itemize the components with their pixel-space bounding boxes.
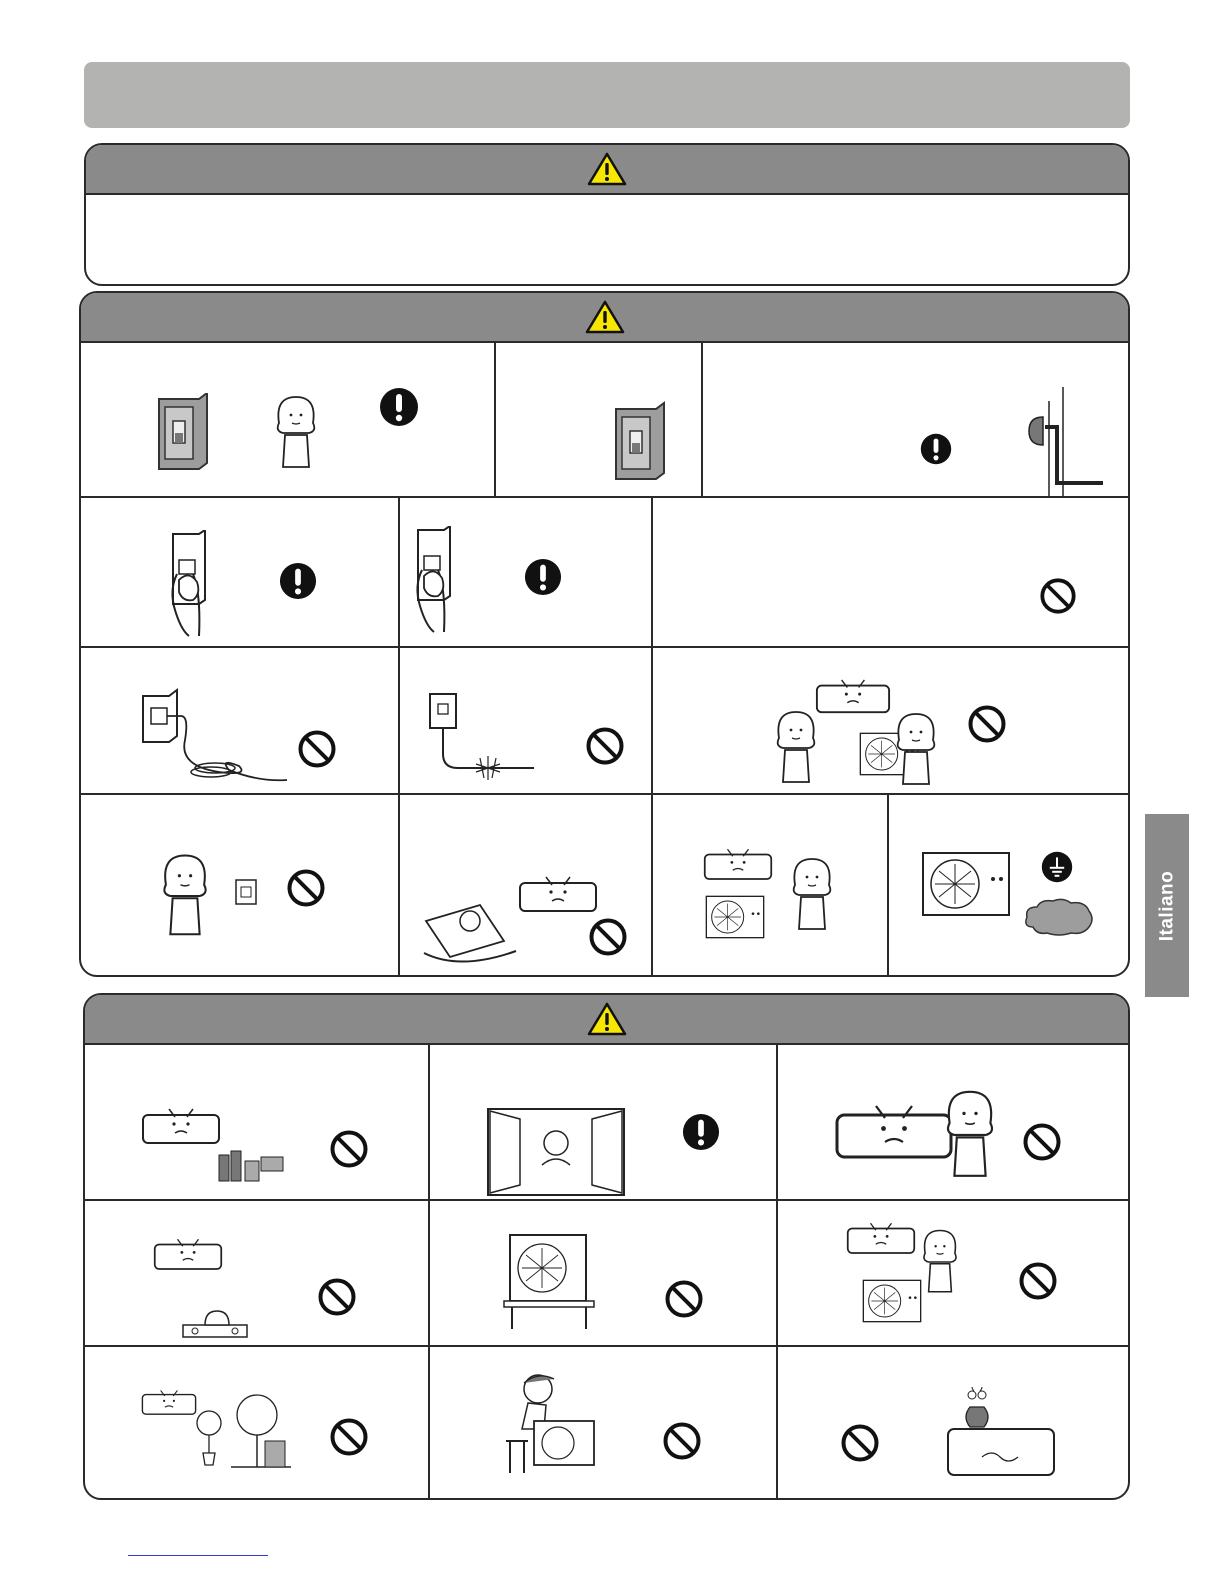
language-tab-label: Italiano [1156,870,1178,941]
child-illustration [891,710,941,790]
person-illustration [940,1087,1000,1183]
prohibited-icon [588,917,628,957]
exclamation-icon [279,562,317,600]
warning-item-wet-hands [81,795,398,977]
child-on-unit-illustration [500,1369,600,1473]
prohibited-icon [1018,1261,1058,1301]
warning-item-no-extension [653,498,1130,646]
language-tab [1145,814,1189,997]
prohibited-icon [297,729,337,769]
person-illustration [787,847,837,943]
food-items-illustration [217,1143,287,1183]
exclamation-icon [920,433,952,465]
exclamation-icon [524,558,562,596]
indoor-unit-illustration [153,1237,223,1273]
caution-panel [83,993,1130,1500]
prohibited-icon [840,1423,880,1463]
person-illustration [918,1227,962,1297]
damaged-cable-illustration [424,692,534,792]
exclamation-icon [682,1113,720,1151]
caution-item-no-heat-source [85,1201,428,1345]
attention-panel-header [86,145,1128,195]
warning-item-grounding [889,795,1130,977]
exclamation-icon [379,387,419,427]
footer-link-underline [128,1555,268,1556]
circuit-breaker-illustration [155,393,215,473]
warning-item-breaker-switch [81,343,494,496]
wall-socket-illustration [235,879,257,905]
caution-item-no-wet-cleaning [778,1045,1130,1199]
warning-item-hands-off [653,795,887,977]
caution-item-stable-mount [430,1201,776,1345]
wall-hole-illustration [1023,387,1103,497]
warning-triangle-icon [587,152,627,186]
prohibited-icon [1022,1122,1062,1162]
ground-icon [1041,851,1073,883]
warning-item-no-poking [653,648,1130,793]
cloud-illustration [1023,897,1095,937]
person-illustration [155,851,215,941]
prohibited-icon [664,1279,704,1319]
attention-panel [84,143,1130,286]
plug-hand-illustration [159,530,219,640]
warning-item-wall-pipe [703,343,1130,496]
baby-cradle-illustration [420,891,520,971]
caution-item-no-spray [778,1201,1130,1345]
prohibited-icon [329,1129,369,1169]
open-window-illustration [486,1105,626,1197]
outdoor-unit-illustration [921,849,1011,919]
warning-item-main-breaker [496,343,701,496]
caution-item-no-food-storage [85,1045,428,1199]
indoor-unit-illustration [846,1221,916,1257]
indoor-unit-illustration [518,875,598,915]
caution-item-no-climbing [430,1347,776,1500]
warning-item-damaged-cord [400,648,651,793]
warning-item-plug-remove [400,498,651,646]
prohibited-icon [967,704,1007,744]
caution-item-no-plants-animals [85,1347,428,1500]
prohibited-icon [585,726,625,766]
warning-panel [79,291,1130,977]
plants-illustration [191,1393,291,1469]
outdoor-unit-illustration [705,893,765,941]
coiled-cable-illustration [139,686,289,786]
prohibited-icon [329,1417,369,1457]
child-illustration [771,708,821,788]
indoor-unit-illustration [813,678,893,716]
warning-item-plug-insert [81,498,398,646]
gas-stove-illustration [181,1305,251,1341]
warning-item-coiled-cord [81,648,398,793]
outdoor-unit-on-stand-illustration [502,1231,608,1331]
prohibited-icon [317,1277,357,1317]
indoor-unit-illustration [141,1107,221,1147]
prohibited-icon [286,868,326,908]
outdoor-unit-illustration [862,1275,922,1327]
prohibited-icon [662,1421,702,1461]
plug-hand-illustration [404,526,464,636]
caution-panel-header [85,995,1128,1045]
warning-item-baby-airflow [400,795,651,977]
prohibited-icon [1039,577,1077,615]
circuit-breaker-illustration [612,395,672,491]
indoor-unit-illustration [834,1101,954,1165]
caution-item-no-objects-on-top [778,1347,1130,1500]
caution-item-ventilate-room [430,1045,776,1199]
indoor-unit-illustration [703,847,773,883]
warning-triangle-icon [585,300,625,334]
vase-on-unit-illustration [946,1387,1056,1479]
warning-panel-header [81,293,1128,343]
section-title-bar [84,62,1130,128]
person-illustration [271,393,321,473]
indoor-unit-illustration [141,1387,197,1419]
warning-triangle-icon [587,1002,627,1036]
